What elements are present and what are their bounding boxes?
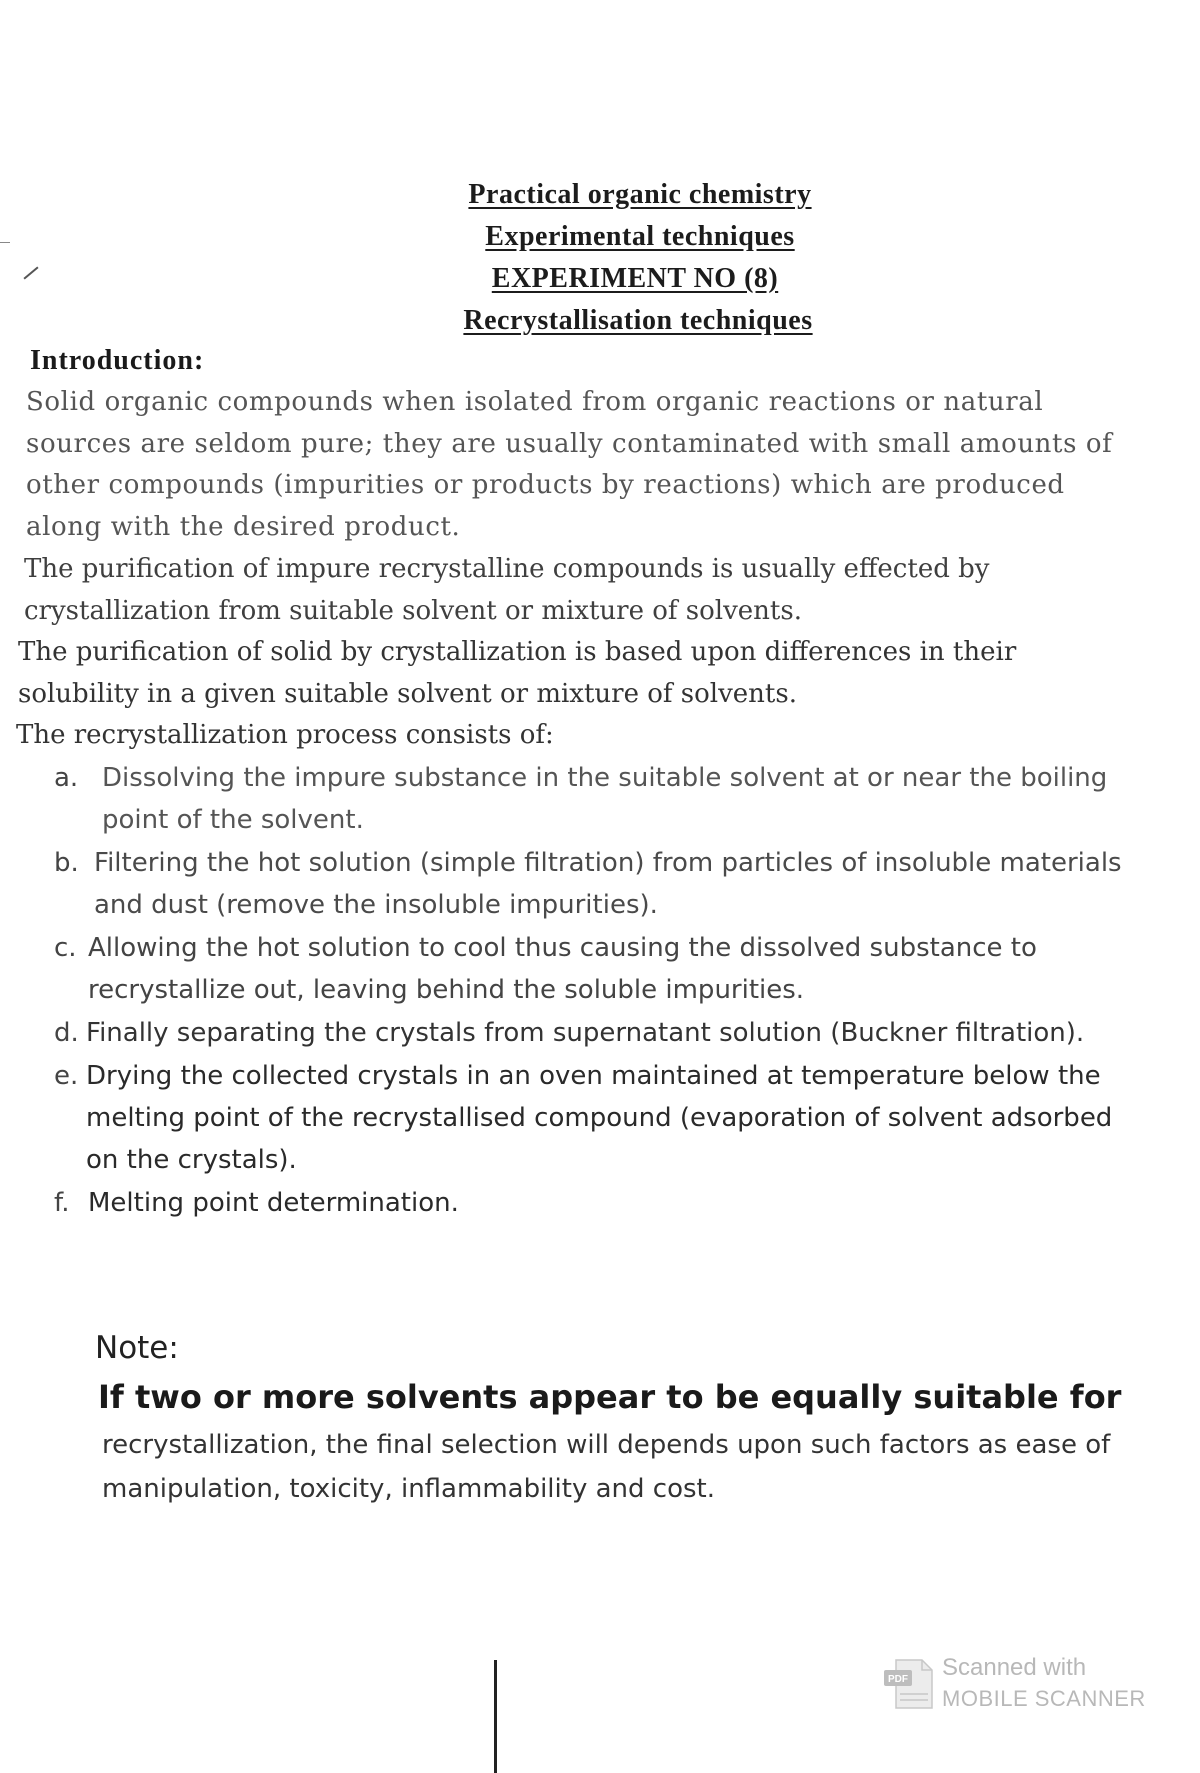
course-title: Practical organic chemistry (468, 179, 812, 210)
process-steps-list (40, 757, 1150, 1225)
list-item (40, 927, 1150, 1011)
list-item-text: Filtering the hot solution (simple filtration) from particles of insoluble materials and dust (remove the insoluble impurities). (94, 848, 1122, 920)
document-title-block (0, 174, 1200, 342)
note-heading: Note: (95, 1330, 179, 1366)
list-item-text: Allowing the hot solution to cool thus causing the dissolved substance to recrystallize out, leaving behind the soluble impurities. (88, 933, 1037, 1005)
intro-paragraph-3: The purification of solid by crystallization is based upon differences in their solubility in a given suitable solvent or mixture of solvents. (18, 637, 1017, 709)
list-item (40, 1012, 1150, 1054)
topic-title: Recrystallisation techniques (463, 305, 813, 336)
scan-edge-line (494, 1660, 497, 1773)
experiment-number (70, 258, 1200, 300)
list-item-text: Finally separating the crystals from supernatant solution (Buckner filtration). (86, 1018, 1085, 1048)
pdf-icon-label: PDF (888, 1674, 908, 1685)
list-marker: e. (54, 1061, 79, 1091)
intro-paragraph-4: The recrystallization process consists of: (16, 720, 554, 750)
list-marker: d. (54, 1018, 79, 1048)
note-text: recrystallization, the final selection will depends upon such factors as ease of manipulation, toxicity, inflammability and cost. (102, 1430, 1111, 1504)
list-item (40, 757, 1150, 841)
section-title: Experimental techniques (485, 221, 795, 252)
scanner-watermark (882, 1654, 1182, 1714)
list-item-text: Melting point determination. (88, 1188, 459, 1218)
pdf-document-icon (882, 1658, 936, 1710)
note-bold-line: If two or more solvents appear to be equally suitable for (98, 1378, 1122, 1416)
watermark-line-2: MOBILE SCANNER (942, 1686, 1146, 1711)
list-item (40, 842, 1150, 926)
intro-paragraph-1: Solid organic compounds when isolated from organic reactions or natural sources are seldom pure; they are usually contaminated with small amounts of other compounds (impurities or products by reactions) which are produced along with the desired product. (26, 387, 1113, 542)
intro-paragraph-2: The purification of impure recrystalline compounds is usually effected by crystallization from suitable solvent or mixture of solvents. (24, 554, 990, 626)
list-item-text: Drying the collected crystals in an oven maintained at temperature below the melting point of the recrystallised compound (evaporation of solvent adsorbed on the crystals). (86, 1061, 1113, 1175)
list-marker: f. (54, 1188, 70, 1218)
list-marker: b. (54, 848, 79, 878)
list-item (40, 1182, 1150, 1224)
list-marker: c. (54, 933, 77, 963)
experiment-number-text: EXPERIMENT NO (8) (491, 263, 779, 294)
list-item-text: Dissolving the impure substance in the suitable solvent at or near the boiling point of the solvent. (102, 763, 1108, 835)
list-item (40, 1055, 1150, 1181)
watermark-line-1: Scanned with (942, 1654, 1087, 1681)
introduction-heading: Introduction: (30, 345, 205, 376)
list-marker: a. (54, 763, 79, 793)
